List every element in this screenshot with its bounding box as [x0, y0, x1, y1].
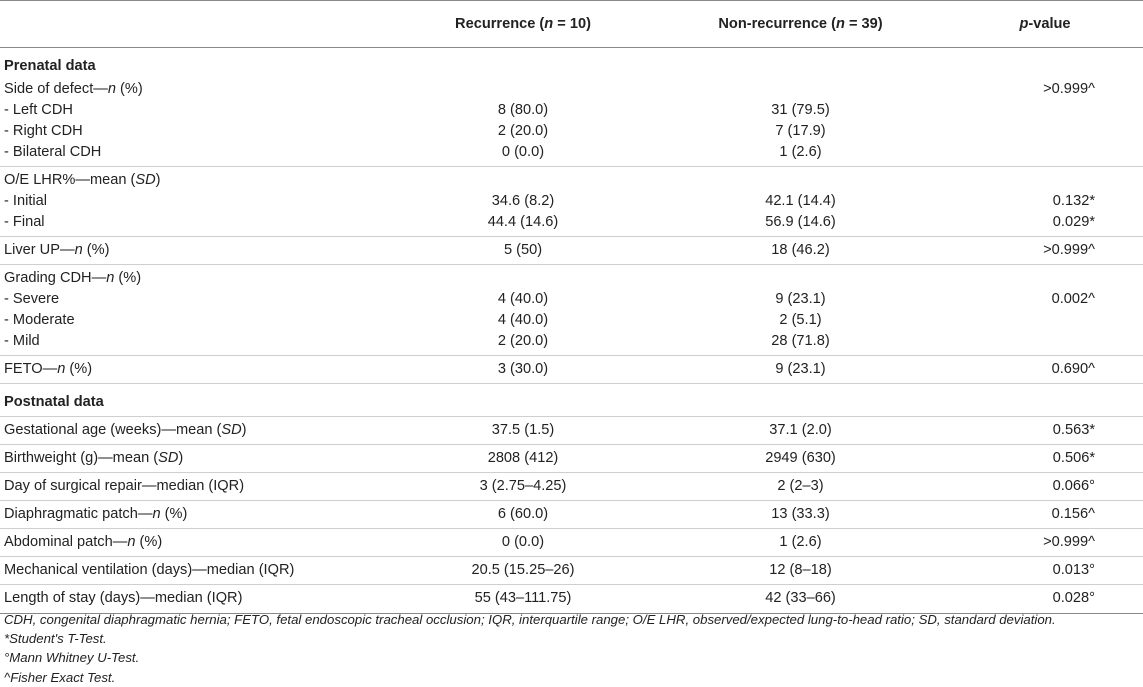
cell-recurrence: 0 (0.0): [392, 142, 654, 167]
cell-recurrence: 4 (40.0): [497, 312, 549, 328]
cell-non-recurrence: 1 (2.6): [654, 529, 947, 557]
cell-p-value: [947, 142, 1143, 167]
row-final: [0, 212, 1143, 237]
cell-non-recurrence: 42.1 (14.4): [765, 193, 836, 209]
row-severe: [0, 289, 1143, 310]
cell-p-value: 0.028°: [947, 585, 1143, 614]
cell-recurrence: 2 (20.0): [392, 331, 654, 356]
cell-non-recurrence: 56.9 (14.6): [654, 212, 947, 237]
row-label: - Final: [0, 212, 392, 237]
header-p-value: p-value: [947, 1, 1143, 48]
header-recurrence: Recurrence (n = 10): [392, 1, 654, 48]
row-label: Grading CDH—n (%): [4, 270, 142, 286]
footnote-mann-whitney: °Mann Whitney U-Test.: [4, 650, 140, 666]
row-label: Gestational age (weeks)—mean (SD): [0, 417, 392, 445]
cell-p-value: 0.066°: [947, 473, 1143, 501]
footnote-fisher: ^Fisher Exact Test.: [4, 669, 116, 685]
cell-non-recurrence: [654, 79, 947, 100]
cell-p-value: [947, 121, 1143, 142]
cell-recurrence: 34.6 (8.2): [491, 193, 555, 209]
cell-p-value: 0.506*: [947, 445, 1143, 473]
section-title-prenatal: Prenatal data: [4, 58, 96, 74]
row-label: Side of defect—n (%): [4, 81, 143, 97]
cell-recurrence: 6 (60.0): [392, 501, 654, 529]
cell-non-recurrence: 12 (8–18): [654, 557, 947, 585]
cell-non-recurrence: 31 (79.5): [771, 102, 830, 118]
row-mild: [0, 331, 1143, 356]
cell-recurrence: [392, 265, 654, 290]
cell-non-recurrence: 37.1 (2.0): [654, 417, 947, 445]
cell-recurrence: 8 (80.0): [497, 102, 549, 118]
cell-non-recurrence: 42 (33–66): [654, 585, 947, 614]
row-initial: [0, 191, 1143, 212]
cell-p-value: [947, 100, 1143, 121]
cell-non-recurrence: 1 (2.6): [654, 142, 947, 167]
cell-recurrence: 0 (0.0): [392, 529, 654, 557]
section-title-postnatal: Postnatal data: [0, 384, 1143, 417]
cell-p-value: >0.999^: [947, 529, 1143, 557]
row-diaphragmatic-patch: [0, 501, 1143, 529]
cell-non-recurrence: 7 (17.9): [775, 123, 826, 139]
cell-non-recurrence: 9 (23.1): [775, 291, 826, 307]
row-label: Length of stay (days)—median (IQR): [0, 585, 392, 614]
row-label: - Left CDH: [4, 102, 73, 118]
row-label: - Mild: [0, 331, 392, 356]
row-right-cdh: [0, 121, 1143, 142]
cell-recurrence: 3 (30.0): [392, 356, 654, 384]
row-label: - Moderate: [4, 312, 75, 328]
row-label: Mechanical ventilation (days)—median (IQR): [0, 557, 392, 585]
footnote-abbreviations: CDH, congenital diaphragmatic hernia; FETO, fetal endoscopic tracheal occlusion; IQR, interquartile range; O/E LHR, observed/expected lung-to-head ratio; SD, standard deviation.: [4, 612, 1056, 627]
row-moderate: [0, 310, 1143, 331]
cell-non-recurrence: 2 (5.1): [779, 312, 822, 328]
cell-non-recurrence: 9 (23.1): [654, 356, 947, 384]
cell-p-value: >0.999^: [1043, 81, 1095, 97]
row-label: FETO—n (%): [0, 356, 392, 384]
section-row-prenatal: [0, 48, 1143, 80]
cell-p-value: [947, 331, 1143, 356]
cell-non-recurrence: [654, 265, 947, 290]
cell-p-value: [947, 265, 1143, 290]
cell-recurrence: 37.5 (1.5): [392, 417, 654, 445]
cell-non-recurrence: 13 (33.3): [654, 501, 947, 529]
row-day-surgical-repair: [0, 473, 1143, 501]
section-row-postnatal: [0, 384, 1143, 417]
row-label: - Bilateral CDH: [0, 142, 392, 167]
cell-p-value: 0.156^: [947, 501, 1143, 529]
cell-non-recurrence: 2 (2–3): [654, 473, 947, 501]
cell-non-recurrence: [654, 167, 947, 192]
cell-non-recurrence: 18 (46.2): [654, 237, 947, 265]
row-label: O/E LHR%—mean (SD): [4, 172, 161, 188]
row-label: Liver UP—n (%): [0, 237, 392, 265]
row-side-of-defect: [0, 79, 1143, 100]
row-label: Diaphragmatic patch—n (%): [0, 501, 392, 529]
cell-recurrence: [392, 167, 654, 192]
cell-recurrence: 20.5 (15.25–26): [392, 557, 654, 585]
cell-non-recurrence: 28 (71.8): [654, 331, 947, 356]
header-variable: [0, 1, 392, 48]
cell-p-value: 0.029*: [947, 212, 1143, 237]
cell-p-value: [947, 310, 1143, 331]
row-label: - Initial: [4, 193, 47, 209]
row-gestational-age: [0, 417, 1143, 445]
header-non-recurrence: Non-recurrence (n = 39): [654, 1, 947, 48]
cell-recurrence: 2808 (412): [392, 445, 654, 473]
cell-recurrence: 2 (20.0): [497, 123, 549, 139]
cell-recurrence: 44.4 (14.6): [392, 212, 654, 237]
cell-non-recurrence: 2949 (630): [654, 445, 947, 473]
header-row: [0, 1, 1143, 48]
row-abdominal-patch: [0, 529, 1143, 557]
cell-recurrence: 3 (2.75–4.25): [392, 473, 654, 501]
cell-recurrence: [392, 79, 654, 100]
table-footnotes: [4, 610, 1139, 687]
row-label: - Severe: [4, 291, 60, 307]
cell-p-value: 0.013°: [947, 557, 1143, 585]
row-liver-up: [0, 237, 1143, 265]
row-left-cdh: [0, 100, 1143, 121]
row-birthweight: [0, 445, 1143, 473]
cell-p-value: 0.002^: [1051, 291, 1095, 307]
cell-recurrence: 5 (50): [392, 237, 654, 265]
row-label: Birthweight (g)—mean (SD): [0, 445, 392, 473]
row-label: Abdominal patch—n (%): [0, 529, 392, 557]
row-label: Day of surgical repair—median (IQR): [0, 473, 392, 501]
cell-p-value: 0.563*: [947, 417, 1143, 445]
footnote-t-test: *Student's T-Test.: [4, 631, 107, 647]
row-oe-lhr: [0, 167, 1143, 192]
cell-p-value: 0.132*: [1052, 193, 1095, 209]
row-mechanical-ventilation: [0, 557, 1143, 585]
row-feto: [0, 356, 1143, 384]
cell-p-value: [947, 167, 1143, 192]
row-grading-cdh: [0, 265, 1143, 290]
row-label: - Right CDH: [4, 123, 83, 139]
cell-p-value: 0.690^: [947, 356, 1143, 384]
row-bilateral-cdh: [0, 142, 1143, 167]
cell-recurrence: 4 (40.0): [497, 291, 549, 307]
cell-recurrence: 55 (43–111.75): [392, 585, 654, 614]
cell-p-value: >0.999^: [947, 237, 1143, 265]
